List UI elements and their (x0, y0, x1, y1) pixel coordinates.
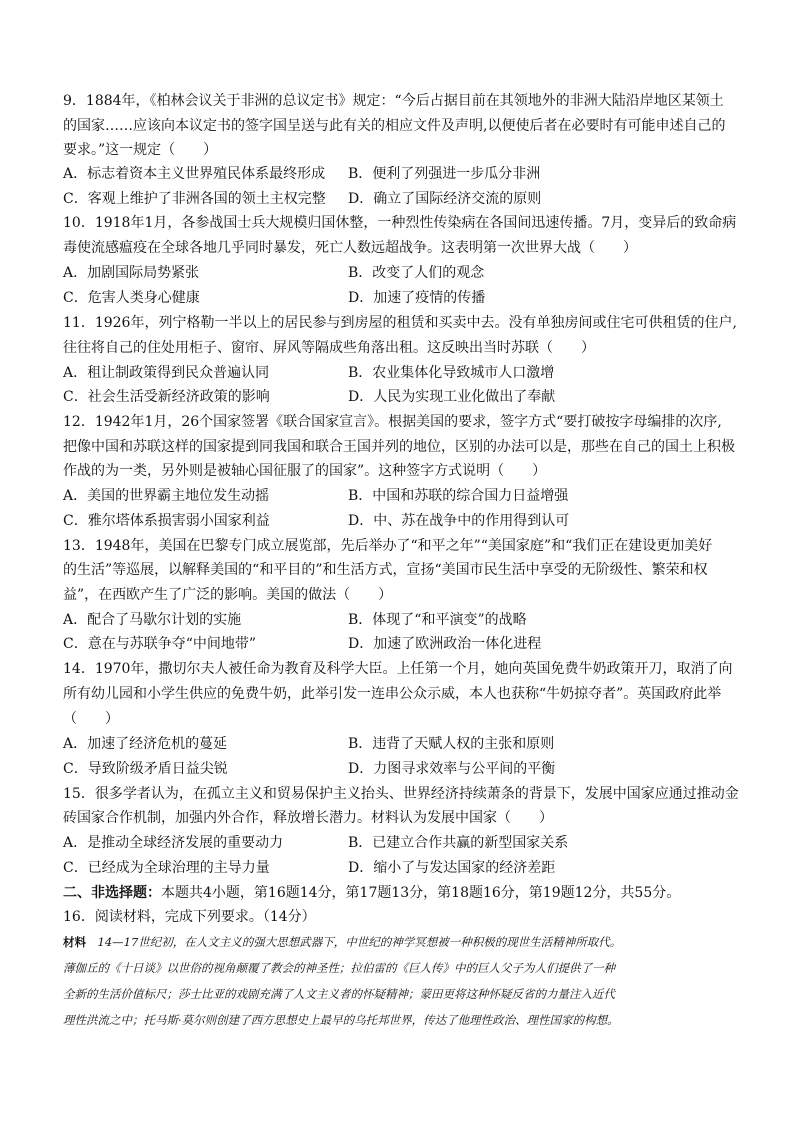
question-10-line-1: 10．1918年1月，各参战国士兵大规模归国休整，一种烈性传染病在各国间迅速传播。7月，变异后的致命病 (63, 215, 737, 231)
question-9-option-c[interactable]: C．客观上维护了非洲各国的领土主权完整 (63, 191, 326, 207)
question-15-option-a[interactable]: A．是推动全球经济发展的重要动力 (63, 835, 284, 851)
question-16-prompt: 16．阅读材料，完成下列要求。（14分） (63, 909, 316, 925)
material-text-1: 14—17世纪初，在人文主义的强大思想武器下，中世纪的神学冥想被一种积极的现世生活精神所取代。 (86, 935, 622, 949)
question-9-option-d[interactable]: D．确立了国际经济交流的原则 (348, 191, 542, 207)
question-11-option-a[interactable]: A．租让制政策得到民众普遍认同 (63, 365, 270, 381)
question-12-line-1: 12．1942年1月，26个国家签署《联合国家宣言》。根据美国的要求，签字方式“要打破按字母编排的次序, (63, 414, 722, 430)
question-10-option-b[interactable]: B．改变了人们的观念 (348, 265, 485, 281)
question-14-line-3: （ ） (63, 711, 119, 727)
section-2-heading-line (63, 882, 680, 904)
question-14-option-a[interactable]: A．加速了经济危机的蔓延 (63, 736, 228, 752)
question-11-line-1: 11．1926年，列宁格勒一半以上的居民参与到房屋的租赁和买卖中去。没有单独房间或住宅可供租赁的住户, (63, 315, 737, 331)
question-13-option-b[interactable]: B．体现了“和平演变”的战略 (348, 612, 527, 628)
question-16-material-line-3: 全新的生活价值标尺；莎士比亚的戏剧充满了人文主义者的怀疑精神；蒙田更将这种怀疑反省的力量注入近代 (63, 987, 615, 1001)
question-14-option-b[interactable]: B．违背了天赋人权的主张和原则 (348, 736, 555, 752)
question-11-option-d[interactable]: D．人民为实现工业化做出了奉献 (348, 389, 556, 405)
section-2-heading: 二、非选择题： (63, 885, 161, 901)
question-15-line-2: 砖国家合作机制，加强内外合作，释放增长潜力。材料认为发展中国家（ ） (63, 810, 553, 826)
question-12-option-a[interactable]: A．美国的世界霸主地位发生动摇 (63, 488, 270, 504)
question-9-line-2: 的国家……应该向本议定书的签字国呈送与此有关的相应文件及声明,以便使后者在必要时有可能申述自己的 (63, 118, 726, 134)
question-9-option-b[interactable]: B．便利了列强进一步瓜分非洲 (348, 166, 541, 182)
question-14-option-c[interactable]: C．导致阶级矛盾日益尖锐 (63, 761, 228, 777)
question-10-option-a[interactable]: A．加剧国际局势紧张 (63, 265, 200, 281)
question-15-option-d[interactable]: D．缩小了与发达国家的经济差距 (348, 860, 556, 876)
question-15-option-c[interactable]: C．已经成为全球治理的主导力量 (63, 860, 270, 876)
question-10-option-c[interactable]: C．危害人类身心健康 (63, 290, 200, 306)
question-12-option-d[interactable]: D．中、苏在战争中的作用得到认可 (348, 513, 570, 529)
question-11-line-2: 往往将自己的住处用柜子、窗帘、屏风等隔成些角落出租。这反映出当时苏联（ ） (63, 340, 595, 356)
question-9-option-a[interactable]: A．标志着资本主义世界殖民体系最终形成 (63, 166, 326, 182)
section-2-description: 本题共4小题，第16题14分，第17题13分，第18题16分，第19题12分，共55分。 (161, 885, 681, 901)
question-9-line-3: 要求。”这一规定（ ） (63, 142, 218, 158)
question-14-line-2: 所有幼儿园和小学生供应的免费牛奶，此举引发一连串公众示威，本人也获称“牛奶掠夺者”。英国政府此举 (63, 686, 722, 702)
question-13-option-c[interactable]: C．意在与苏联争夺“中间地带” (63, 636, 257, 652)
question-12-line-2: 把像中国和苏联这样的国家提到同我国和联合王国并列的地位，区别的办法可以是，那些在自己的国土上积极 (63, 439, 735, 455)
question-13-line-1: 13．1948年，美国在巴黎专门成立展览部，先后举办了“和平之年”“美国家庭”和“我们正在建设更加美好 (63, 538, 713, 554)
material-label: 材料 (63, 935, 86, 949)
question-13-line-2: 的生活”等巡展，以解释美国的“和平目的”和生活方式，宣扬“美国市民生活中享受的无阶级性、繁荣和权 (63, 562, 708, 578)
question-16-material-line-2: 薄伽丘的《十日谈》以世俗的视角颠覆了教会的神圣性；拉伯雷的《巨人传》中的巨人父子为人们提供了一种 (63, 961, 615, 975)
question-11-option-c[interactable]: C．社会生活受新经济政策的影响 (63, 389, 270, 405)
question-9-line-1: 9．1884年，《柏林会议关于非洲的总议定书》规定：“今后占据目前在其领地外的非洲大陆沿岸地区某领土 (63, 93, 724, 109)
question-12-option-b[interactable]: B．中国和苏联的综合国力日益增强 (348, 488, 569, 504)
question-12-option-c[interactable]: C．雅尔塔体系损害弱小国家利益 (63, 513, 270, 529)
question-15-option-b[interactable]: B．已建立合作共赢的新型国家关系 (348, 835, 569, 851)
question-16-material-line-1 (63, 929, 621, 955)
question-13-option-d[interactable]: D．加速了欧洲政治一体化进程 (348, 636, 542, 652)
question-15-line-1: 15．很多学者认为，在孤立主义和贸易保护主义抬头、世界经济持续萧条的背景下，发展中国家应通过推动金 (63, 786, 739, 802)
question-12-line-3: 作战的为一类，另外则是被轴心国征服了的国家”。这种签字方式说明（ ） (63, 463, 547, 479)
question-14-line-1: 14．1970年，撒切尔夫人被任命为教育及科学大臣。上任第一个月，她向英国免费牛奶政策开刀，取消了向 (63, 661, 733, 677)
question-10-line-2: 毒使流感瘟疫在全球各地几乎同时暴发，死亡人数远超战争。这表明第一次世界大战（ ） (63, 240, 637, 256)
question-10-option-d[interactable]: D．加速了疫情的传播 (348, 290, 486, 306)
question-16-material-line-4: 理性洪流之中；托马斯·莫尔则创建了西方思想史上最早的乌托邦世界，传达了他理性政治、理性国家的构想。 (63, 1013, 619, 1027)
question-11-option-b[interactable]: B．农业集体化导致城市人口激增 (348, 365, 555, 381)
question-13-option-a[interactable]: A．配合了马歇尔计划的实施 (63, 612, 242, 628)
question-13-line-3: 益”，在西欧产生了广泛的影响。美国的做法（ ） (63, 587, 393, 603)
question-14-option-d[interactable]: D．力图寻求效率与公平间的平衡 (348, 761, 556, 777)
